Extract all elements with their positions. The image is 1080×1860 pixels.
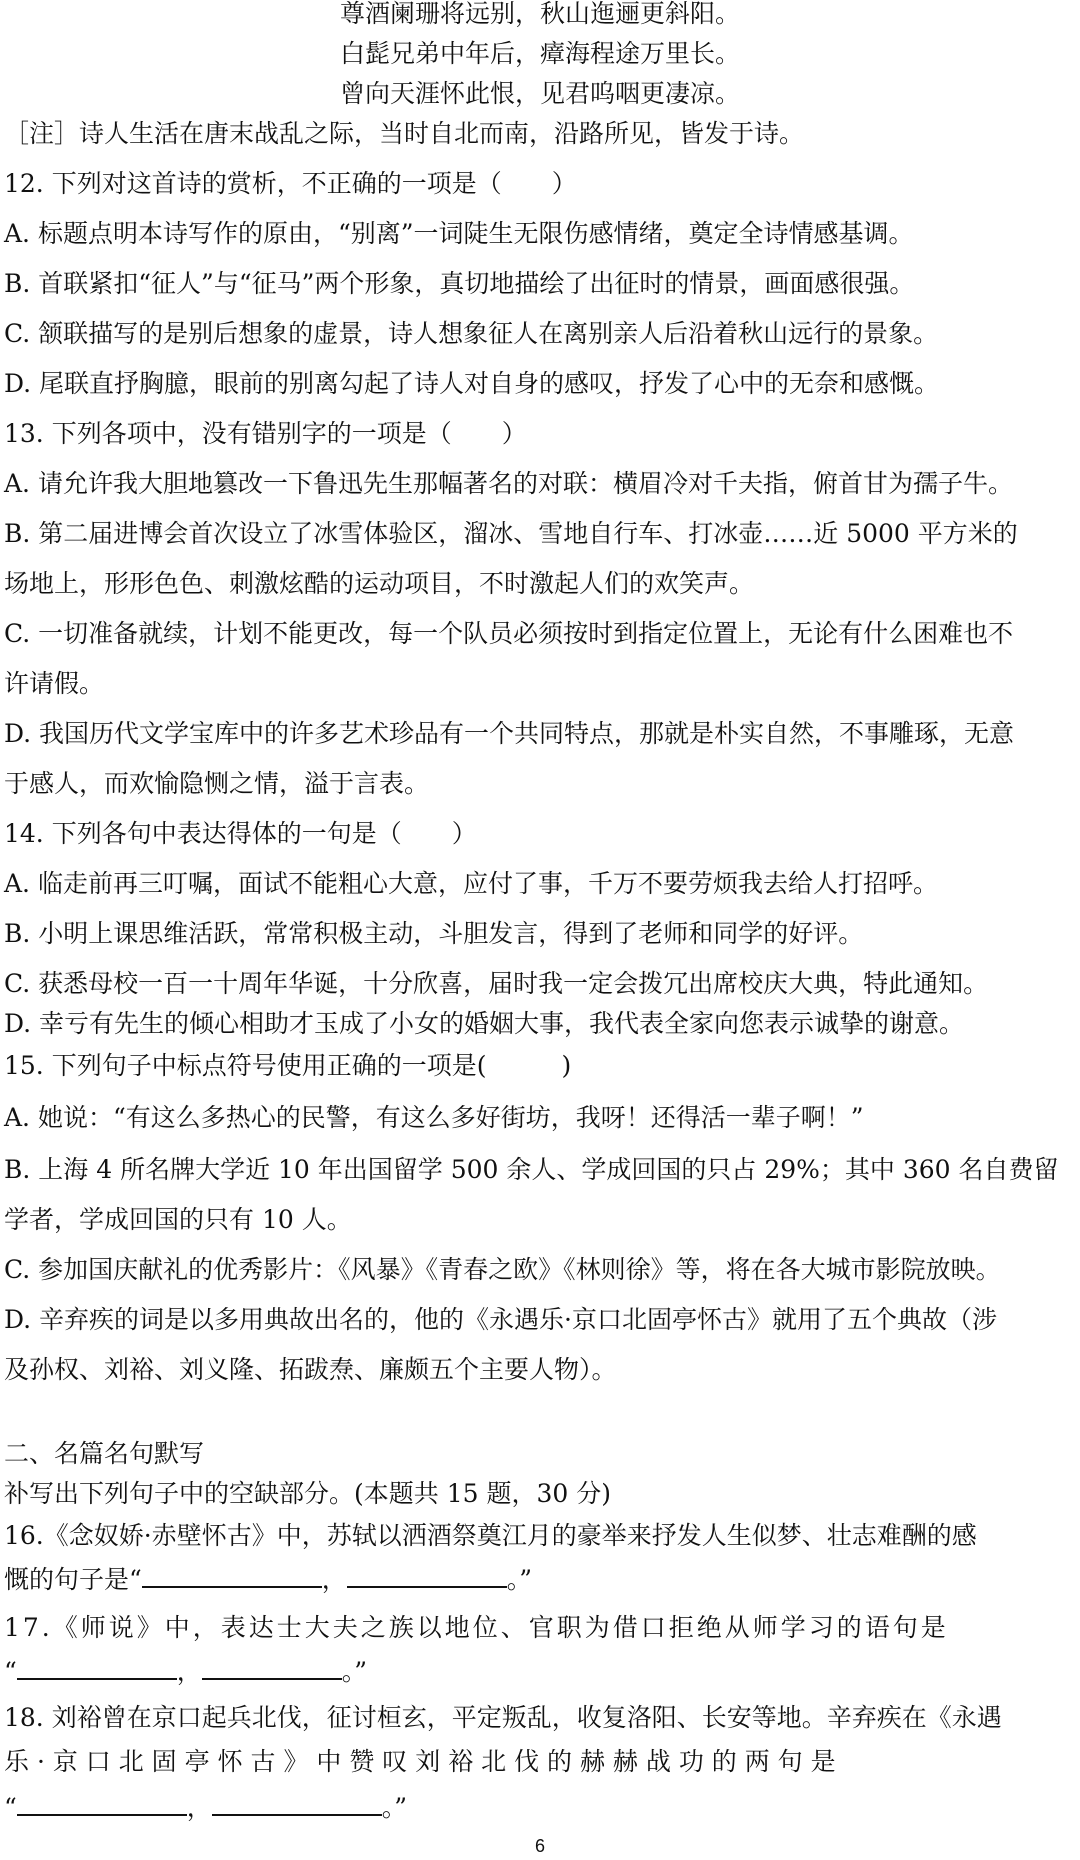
question-13-option-b-line-2: 场地上，形形色色、刺激炫酷的运动项目，不时激起人们的欢笑声。	[4, 569, 755, 598]
poem-line-3: 曾向天涯怀此恨，见君呜咽更凄凉。	[339, 79, 740, 108]
closing-quote: 。”	[381, 1793, 408, 1822]
question-12-option-a: A. 标题点明本诗写作的原由，“别离”一词陡生无限伤感情绪，奠定全诗情感基调。	[4, 219, 914, 248]
question-12-option-b: B. 首联紧扣“征人”与“征马”两个形象，真切地描绘了出征时的情景，画面感很强。	[4, 269, 915, 298]
comma: ，	[176, 1657, 202, 1686]
comma: ，	[321, 1565, 347, 1594]
section-2-title: 二、名篇名句默写	[4, 1439, 205, 1468]
question-15-option-c: C. 参加国庆献礼的优秀影片：《风暴》《青春之欧》《林则徐》等，将在各大城市影院放映。	[4, 1255, 1001, 1284]
question-14-stem: 14. 下列各句中表达得体的一句是（ ）	[4, 819, 477, 848]
question-15-option-d-line-2: 及孙权、刘裕、刘义隆、拓跋焘、廉颇五个主要人物）。	[4, 1355, 617, 1384]
question-15-option-b-line-2: 学者，学成回国的只有 10 人。	[4, 1205, 352, 1234]
poem-note: ［注］诗人生活在唐末战乱之际，当时自北而南，沿路所见，皆发于诗。	[4, 119, 805, 148]
answer-blank[interactable]	[347, 1585, 507, 1588]
opening-quote: “	[4, 1793, 17, 1822]
question-17-line-2	[4, 1652, 1076, 1692]
question-16-line-2	[4, 1560, 1076, 1600]
answer-blank[interactable]	[212, 1813, 382, 1816]
opening-quote: “	[4, 1657, 17, 1686]
question-13-option-c-line-2: 许请假。	[4, 669, 105, 698]
poem-line-2: 白髭兄弟中年后，瘴海程途万里长。	[339, 39, 740, 68]
question-15-option-d-line-1: D. 辛弃疾的词是以多用典故出名的，他的《永遇乐·京口北固亭怀古》就用了五个典故（涉	[4, 1305, 997, 1334]
question-13-option-c-line-1: C. 一切准备就续，计划不能更改，每一个队员必须按时到指定位置上，无论有什么困难也不	[4, 619, 1014, 648]
question-14-option-d: D. 幸亏有先生的倾心相助才玉成了小女的婚姻大事，我代表全家向您表示诚挚的谢意。	[4, 1009, 965, 1038]
question-12-stem: 12. 下列对这首诗的赏析，不正确的一项是（ ）	[4, 169, 577, 198]
question-18-line-1: 18. 刘裕曾在京口起兵北伐，征讨桓玄，平定叛乱，收复洛阳、长安等地。辛弃疾在《永遇	[4, 1703, 1002, 1732]
comma: ，	[186, 1793, 212, 1822]
answer-blank[interactable]	[202, 1677, 342, 1680]
question-13-option-d-line-1: D. 我国历代文学宝库中的许多艺术珍品有一个共同特点，那就是朴实自然，不事雕琢，无意	[4, 719, 1015, 748]
question-13-option-a: A. 请允许我大胆地篡改一下鲁迅先生那幅著名的对联：横眉冷对千夫指，俯首甘为孺子牛。	[4, 469, 1013, 498]
answer-blank[interactable]	[142, 1585, 322, 1588]
page-number: 6	[534, 1836, 545, 1856]
question-13-option-b-line-1: B. 第二届进博会首次设立了冰雪体验区，溜冰、雪地自行车、打冰壶……近 5000 平方米的	[4, 519, 1018, 548]
question-18-line-2: 乐 · 京 口 北 固 亭 怀 古 》 中 赞 叹 刘 裕 北 伐 的 赫 赫 战 功 的 两 句 是	[4, 1747, 836, 1776]
question-15-option-a: A. 她说：“有这么多热心的民警，有这么多好街坊，我呀！还得活一辈子啊！”	[4, 1103, 864, 1132]
question-16-prefix: 慨的句子是“	[4, 1565, 142, 1594]
closing-quote: 。”	[506, 1565, 533, 1594]
question-15-option-b-line-1: B. 上海 4 所名牌大学近 10 年出国留学 500 余人、学成回国的只占 29%；其中 360 名自费留	[4, 1155, 1059, 1184]
question-15-stem: 15. 下列句子中标点符号使用正确的一项是( )	[4, 1051, 572, 1080]
question-16-line-1: 16.《念奴娇·赤壁怀古》中，苏轼以洒酒祭奠江月的豪举来抒发人生似梦、壮志难酬的感	[4, 1521, 977, 1550]
question-17-line-1: 17.《师说》中，表达士大夫之族以地位、官职为借口拒绝从师学习的语句是	[4, 1613, 949, 1642]
question-12-option-c: C. 颔联描写的是别后想象的虚景，诗人想象征人在离别亲人后沿着秋山远行的景象。	[4, 319, 939, 348]
answer-blank[interactable]	[17, 1813, 187, 1816]
answer-blank[interactable]	[17, 1677, 177, 1680]
question-13-stem: 13. 下列各项中，没有错别字的一项是（ ）	[4, 419, 527, 448]
question-18-line-3	[4, 1788, 1076, 1828]
question-12-option-d: D. 尾联直抒胸臆，眼前的别离勾起了诗人对自身的感叹，抒发了心中的无奈和感慨。	[4, 369, 940, 398]
section-2-instruction: 补写出下列句子中的空缺部分。(本题共 15 题，30 分)	[4, 1479, 611, 1508]
poem-line-1: 尊酒阑珊将远别，秋山迤逦更斜阳。	[339, 0, 740, 28]
question-14-option-a: A. 临走前再三叮嘱，面试不能粗心大意，应付了事，千万不要劳烦我去给人打招呼。	[4, 869, 938, 898]
question-13-option-d-line-2: 于感人，而欢愉隐恻之情，溢于言表。	[4, 769, 430, 798]
closing-quote: 。”	[341, 1657, 368, 1686]
question-14-option-c: C. 获悉母校一百一十周年华诞，十分欣喜，届时我一定会拨冗出席校庆大典，特此通知。	[4, 969, 989, 998]
question-14-option-b: B. 小明上课思维活跃，常常积极主动，斗胆发言，得到了老师和同学的好评。	[4, 919, 864, 948]
